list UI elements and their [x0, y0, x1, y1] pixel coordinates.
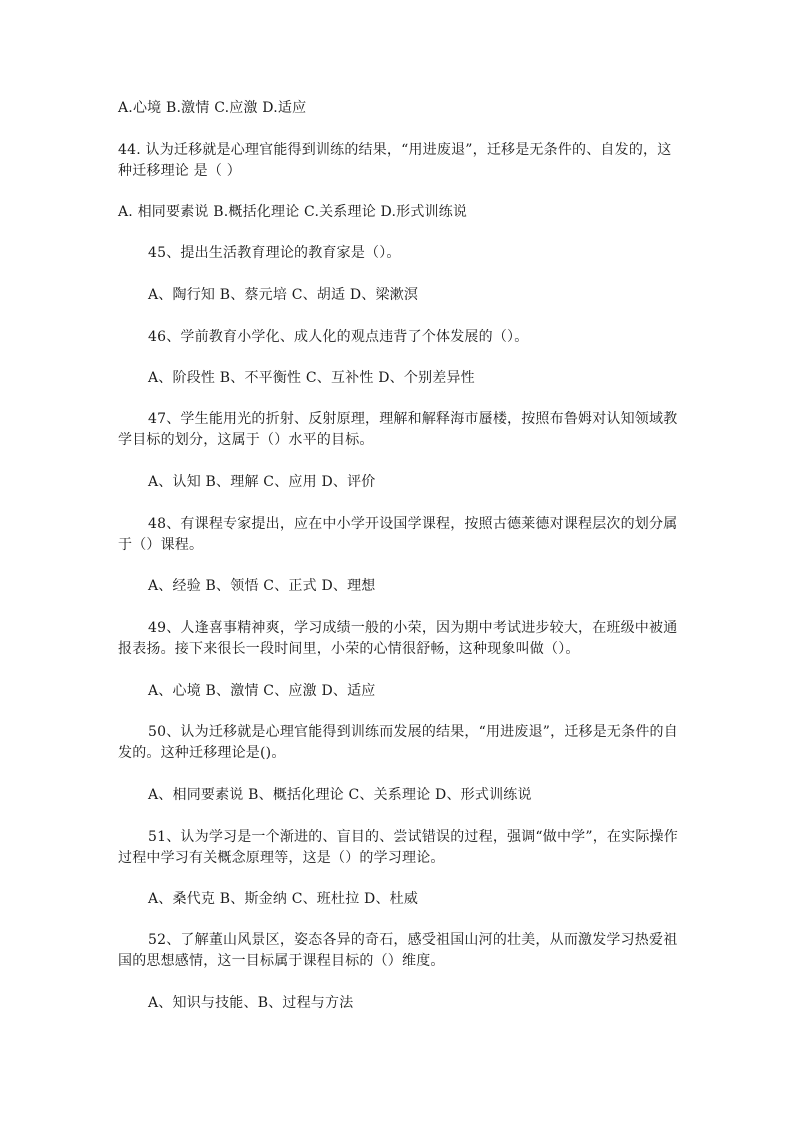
question-49-line-1: 49、人逢喜事精神爽，学习成绩一般的小荣，因为期中考试进步较大，在班级中被通: [148, 620, 678, 636]
options-49: A、心境 B、激情 C、应激 D、适应: [148, 683, 376, 699]
options-52: A、知识与技能、B、过程与方法: [148, 995, 354, 1011]
question-47-line-2: 学目标的划分，这属于（）水平的目标。: [118, 432, 374, 448]
options-51: A、桑代克 B、斯金纳 C、班杜拉 D、杜威: [148, 891, 419, 907]
options-43: A.心境 B.激情 C.应激 D.适应: [118, 100, 307, 116]
question-52-line-1: 52、了解董山风景区，姿态各异的奇石，感受祖国山河的壮美，从而激发学习热爱祖: [148, 932, 678, 948]
options-50: A、相同要素说 B、概括化理论 C、关系理论 D、形式训练说: [148, 787, 532, 803]
question-48-line-2: 于（）课程。: [118, 537, 204, 553]
question-50-line-1: 50、认为迁移就是心理官能得到训练而发展的结果，“用进废退”，迁移是无条件的自: [148, 724, 678, 740]
question-51-line-2: 过程中学习有关概念原理等，这是（）的学习理论。: [118, 850, 445, 866]
question-46: 46、学前教育小学化、成人化的观点违背了个体发展的（）。: [148, 329, 529, 345]
options-48: A、经验 B、领悟 C、正式 D、理想: [148, 578, 376, 594]
question-44-line-2: 种迁移理论 是（ ）: [118, 163, 241, 179]
question-47-line-1: 47、学生能用光的折射、反射原理，理解和解释海市蜃楼，按照布鲁姆对认知领域教: [148, 411, 678, 427]
question-49-line-2: 报表扬。接下来很长一段时间里，小荣的心情很舒畅，这种现象叫做（）。: [118, 641, 580, 657]
question-45: 45、提出生活教育理论的教育家是（）。: [148, 245, 401, 261]
question-44-line-1: 44. 认为迁移就是心理官能得到训练的结果，“用进废退”，迁移是无条件的、自发的，这: [118, 142, 672, 158]
options-45: A、陶行知 B、蔡元培 C、胡适 D、梁漱溟: [148, 287, 419, 303]
question-50-line-2: 发的。这种迁移理论是()。: [118, 745, 286, 761]
options-44: A. 相同要素说 B.概括化理论 C.关系理论 D.形式训练说: [118, 204, 468, 220]
options-46: A、阶段性 B、不平衡性 C、互补性 D、个别差异性: [148, 370, 475, 386]
question-52-line-2: 国的思想感情，这一目标属于课程目标的（）维度。: [118, 953, 445, 969]
question-51-line-1: 51、认为学习是一个渐进的、盲目的、尝试错误的过程，强调“做中学”，在实际操作: [148, 829, 678, 845]
options-47: A、认知 B、理解 C、应用 D、评价: [148, 474, 376, 490]
question-48-line-1: 48、有课程专家提出，应在中小学开设国学课程，按照古德莱德对课程层次的划分属: [148, 516, 678, 532]
